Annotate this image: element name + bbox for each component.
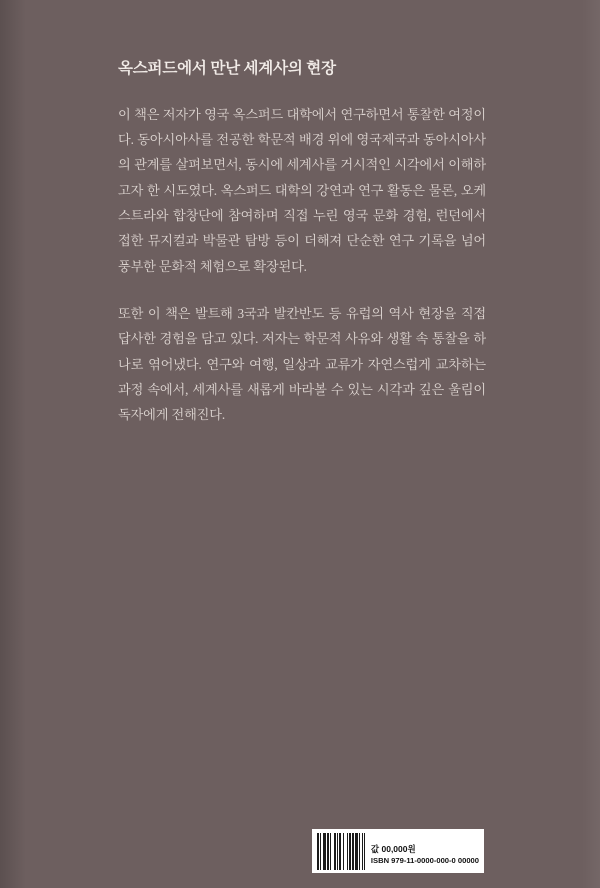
blurb-title: 옥스퍼드에서 만난 세계사의 현장	[118, 60, 336, 77]
isbn-text-group	[365, 833, 479, 870]
blurb-paragraph-1: 이 책은 저자가 영국 옥스퍼드 대학에서 연구하면서 통찰한 여정이다. 동아시아사를 전공한 학문적 배경 위에 영국제국과 동아시아사의 관계를 살펴보면서, 동시에 세계사를 거시적인 시각에서 이해하고자 한 시도였다. 옥스퍼드 대학의 강연과 연구 활동은 물론, 오케스트라와 합창단에 참여하며 직접 누린 영국 문화 경험, 런던에서 접한 뮤지컬과 박물관 탐방 등이 더해져 단순한 연구 기록을 넘어 풍부한 문화적 체험으로 확장된다.	[118, 106, 486, 274]
price-label: 값 00,000원	[370, 844, 416, 855]
blurb-block	[118, 58, 486, 428]
blurb-paragraph-2: 또한 이 책은 발트해 3국과 발칸반도 등 유럽의 역사 현장을 직접 답사한 경험을 담고 있다. 저자는 학문적 사유와 생활 속 통찰을 하나로 엮어냈다. 연구와 여행, 일상과 교류가 자연스럽게 교차하는 과정 속에서, 세계사를 새롭게 바라볼 수 있는 시각과 깊은 울림이 독자에게 전해진다.	[118, 306, 486, 423]
isbn-barcode-block	[312, 829, 484, 873]
barcode-icon	[317, 833, 365, 870]
isbn-label: ISBN 979-11-0000-000-0 00000	[370, 855, 479, 865]
